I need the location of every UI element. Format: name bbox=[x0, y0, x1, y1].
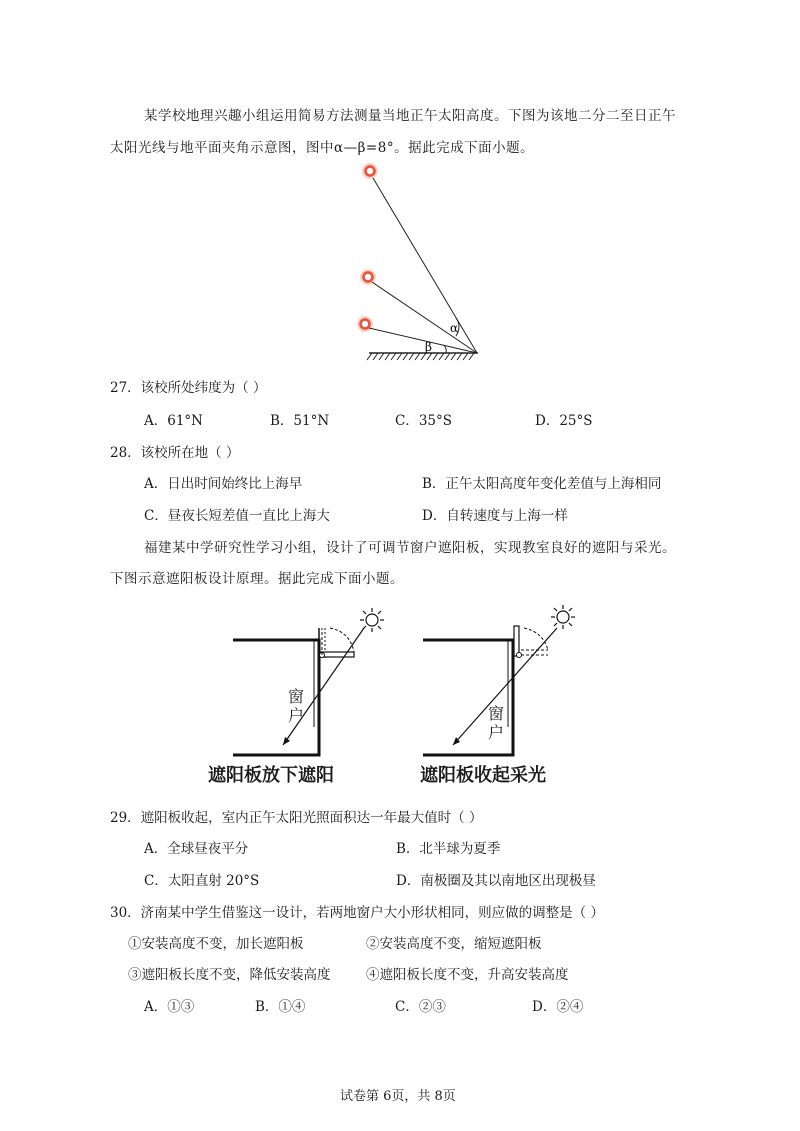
q28-option-b[interactable]: B．正午太阳高度年变化差值与上海相同 bbox=[422, 476, 662, 492]
q28-stem: 28．该校所在地（ ） bbox=[110, 445, 240, 461]
q30-choice-2: ②安装高度不变，缩短遮阳板 bbox=[366, 936, 542, 952]
window-label-left-2: 户 bbox=[288, 706, 305, 725]
q29-option-a[interactable]: A．全球昼夜平分 bbox=[144, 841, 249, 857]
page-footer: 试卷第 6页，共 8页 bbox=[340, 1089, 456, 1104]
window-label-right-2: 户 bbox=[488, 723, 505, 742]
q29-option-c[interactable]: C．太阳直射 20°S bbox=[144, 873, 260, 889]
q29-stem: 29．遮阳板收起，室内正午太阳光照面积达一年最大值时（ ） bbox=[110, 810, 483, 826]
q28-option-a[interactable]: A．日出时间始终比上海早 bbox=[144, 476, 303, 492]
passage1-line2: 太阳光线与地平面夹角示意图，图中α—β=8°。据此完成下面小题。 bbox=[110, 140, 535, 156]
caption-sunshade-down: 遮阳板放下遮阳 bbox=[208, 765, 334, 786]
q30-choice-4: ④遮阳板长度不变，升高安装高度 bbox=[366, 967, 569, 983]
q30-choice-3: ③遮阳板长度不变，降低安装高度 bbox=[128, 967, 331, 983]
q29-option-d[interactable]: D．南极圈及其以南地区出现极昼 bbox=[396, 873, 596, 889]
q30-stem: 30．济南某中学生借鉴这一设计，若两地窗户大小形状相同，则应做的调整是（ ） bbox=[110, 905, 604, 921]
passage2-line2: 下图示意遮阳板设计原理。据此完成下面小题。 bbox=[110, 571, 404, 587]
q30-option-b[interactable]: B．①④ bbox=[255, 999, 306, 1015]
q30-choice-1: ①安装高度不变，加长遮阳板 bbox=[128, 936, 304, 952]
q27-option-c[interactable]: C．35°S bbox=[395, 413, 453, 429]
passage2-line1: 福建某中学研究性学习小组，设计了可调节窗户遮阳板，实现教室良好的遮阳与采光。 bbox=[144, 540, 676, 556]
q28-option-c[interactable]: C．昼夜长短差值一直比上海大 bbox=[144, 508, 330, 524]
q30-option-d[interactable]: D．②④ bbox=[532, 999, 584, 1015]
window-label-left-1: 窗 bbox=[288, 687, 305, 706]
alpha-label: α bbox=[450, 321, 459, 335]
q28-option-d[interactable]: D．自转速度与上海一样 bbox=[422, 508, 568, 524]
window-label-right-1: 窗 bbox=[488, 704, 505, 723]
q27-option-b[interactable]: B．51°N bbox=[270, 413, 330, 429]
q30-option-c[interactable]: C．②③ bbox=[395, 999, 446, 1015]
q29-option-b[interactable]: B．北半球为夏季 bbox=[396, 841, 501, 857]
q30-option-a[interactable]: A．①③ bbox=[144, 999, 195, 1015]
sun-icon bbox=[360, 608, 384, 632]
caption-sunshade-up: 遮阳板收起采光 bbox=[420, 765, 546, 786]
q27-stem: 27．该校所处纬度为（ ） bbox=[110, 380, 267, 396]
q27-option-d[interactable]: D．25°S bbox=[535, 413, 593, 429]
q27-option-a[interactable]: A．61°N bbox=[144, 413, 203, 429]
beta-label: β bbox=[425, 340, 432, 354]
passage1-line1: 某学校地理兴趣小组运用简易方法测量当地正午太阳高度。下图为该地二分二至日正午 bbox=[144, 108, 676, 124]
sun-icon bbox=[551, 605, 575, 629]
